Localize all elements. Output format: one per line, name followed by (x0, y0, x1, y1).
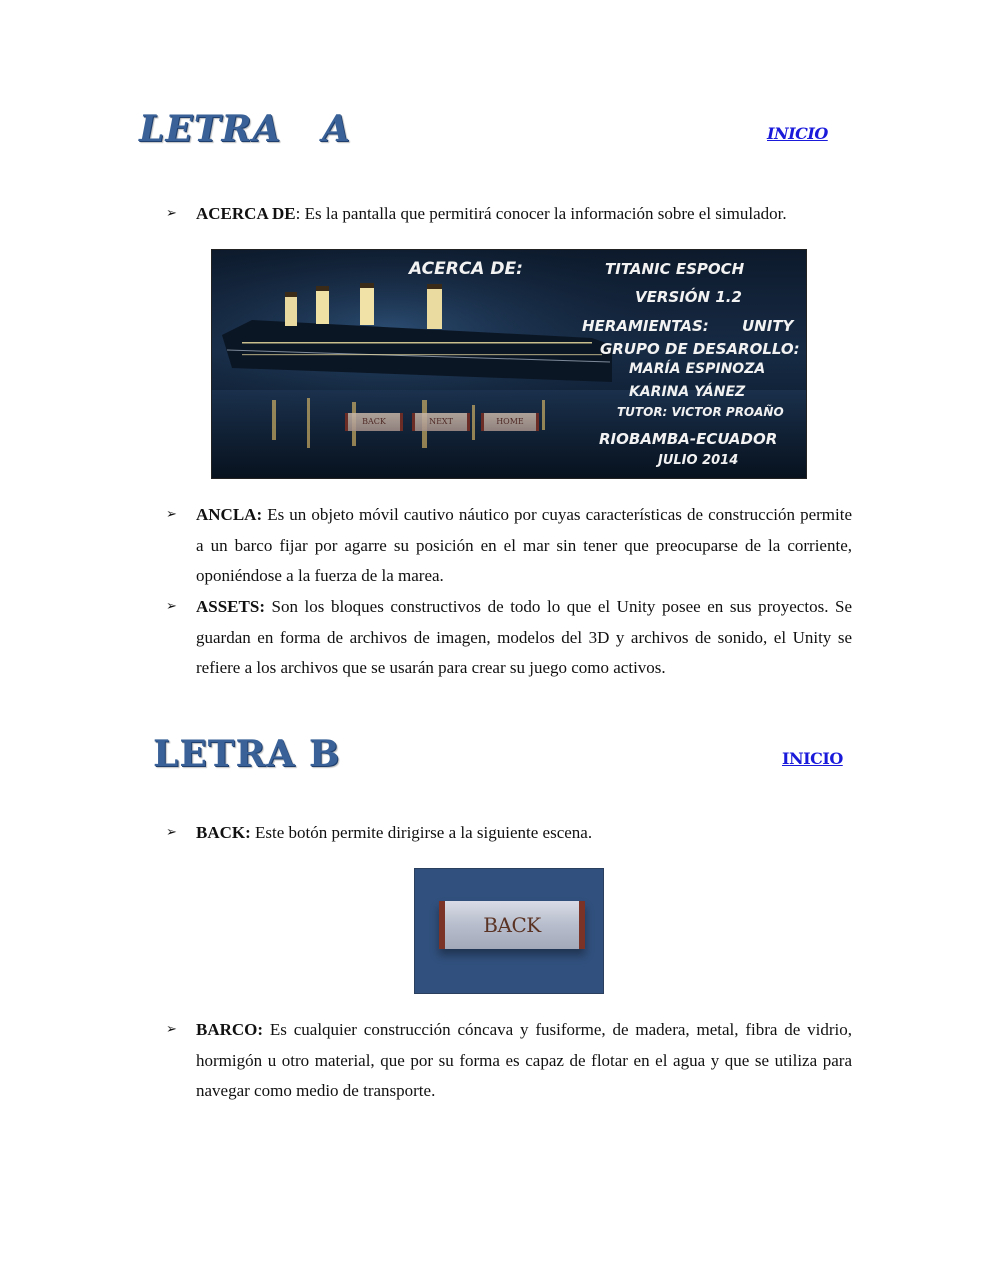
entry-barco (166, 1015, 852, 1107)
arrow-bullet-icon: ➢ (166, 825, 177, 840)
entry-body (196, 1015, 852, 1107)
acerca-group-label: GRUPO DE DESAROLLO: (600, 340, 800, 358)
entry-term: ACERCA DE (196, 204, 296, 223)
section-b-heading: LETRA B (153, 733, 341, 775)
arrow-bullet-icon: ➢ (166, 599, 177, 614)
acerca-heading: ACERCA DE: (409, 259, 523, 279)
entry-ancla (166, 500, 852, 592)
entry-text: Este botón permite dirigirse a la siguiente escena. (250, 823, 593, 842)
acerca-tools-value: UNITY (742, 317, 794, 335)
entry-term: BARCO: (196, 1020, 264, 1039)
inicio-link-a[interactable]: INICIO (767, 124, 828, 143)
entry-back (166, 818, 852, 849)
entry-assets (166, 592, 852, 684)
arrow-bullet-icon: ➢ (166, 206, 177, 221)
acerca-title: TITANIC ESPOCH (605, 260, 745, 278)
entry-term: BACK: (196, 823, 251, 842)
entry-text: Es un objeto móvil cautivo náutico por cuyas características de construcción permite a un barco fijar por agarre su posición en el mar sin tener que preocuparse de la corriente, oponiéndose a la fuerza de la marea. (196, 505, 852, 585)
arrow-bullet-icon: ➢ (166, 507, 177, 522)
entry-body (196, 818, 852, 849)
entry-acerca-de (166, 199, 852, 230)
acerca-date: JULIO 2014 (658, 453, 739, 468)
entry-text: : Es la pantalla que permitirá conocer la información sobre el simulador. (295, 204, 787, 223)
next-mini-button: NEXT (412, 413, 470, 431)
back-mini-button: BACK (345, 413, 403, 431)
entry-body (196, 592, 852, 684)
acerca-place: RIOBAMBA-ECUADOR (599, 430, 778, 448)
acerca-tutor: TUTOR: VICTOR PROAÑO (617, 405, 784, 419)
section-a-heading: LETRA A (139, 108, 351, 150)
arrow-bullet-icon: ➢ (166, 1022, 177, 1037)
home-mini-button: HOME (481, 413, 539, 431)
entry-body (196, 199, 852, 230)
acerca-member-1: MARÍA ESPINOZA (629, 361, 766, 377)
back-button-screenshot (415, 869, 603, 993)
entry-term: ASSETS: (196, 597, 265, 616)
entry-text: Es cualquier construcción cóncava y fusiforme, de madera, metal, fibra de vidrio, hormigón u otro material, que por su forma es capaz de flotar en el agua y que se utiliza para navegar como medio de transporte. (196, 1020, 852, 1100)
entry-body (196, 500, 852, 592)
entry-text: Son los bloques constructivos de todo lo que el Unity posee en sus proyectos. Se guardan en forma de archivos de imagen, modelos del 3D y archivos de sonido, el Unity se refiere a los archivos que se usarán para crear su juego como activos. (196, 597, 852, 677)
acerca-member-2: KARINA YÁNEZ (629, 384, 746, 400)
acerca-tools-label: HERAMIENTAS: (582, 317, 709, 335)
acerca-version: VERSIÓN 1.2 (635, 288, 742, 306)
entry-term: ANCLA: (196, 505, 263, 524)
back-button: BACK (439, 901, 585, 949)
inicio-link-b[interactable]: INICIO (782, 749, 843, 768)
acerca-de-screenshot (212, 250, 806, 478)
